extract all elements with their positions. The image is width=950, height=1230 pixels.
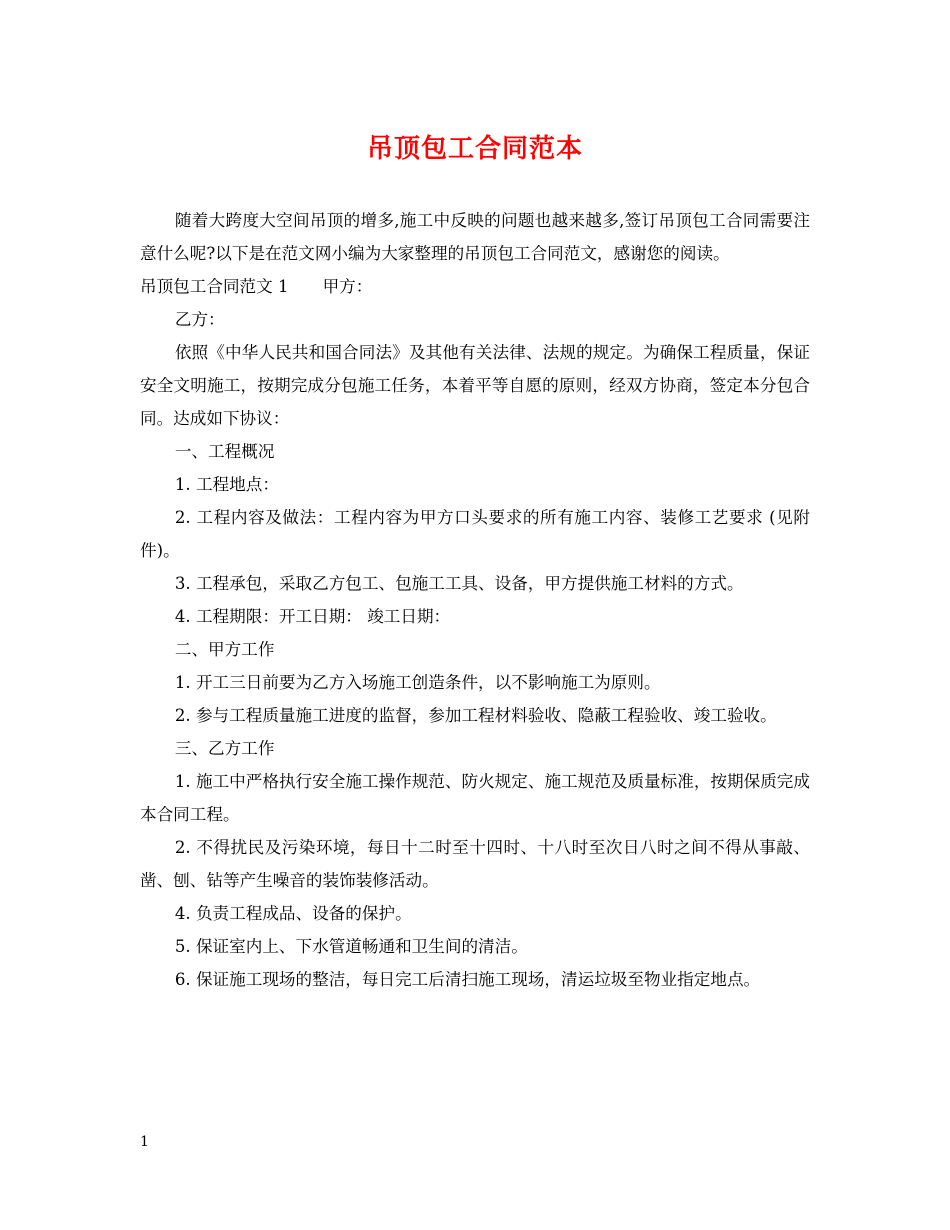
intro-paragraph: 随着大跨度大空间吊顶的增多,施工中反映的问题也越来越多,签订吊顶包工合同需要注意什么呢?以下是在范文网小编为大家整理的吊顶包工合同范文，感谢您的阅读。 xyxy=(140,211,810,263)
paragraph: 2. 工程内容及做法：工程内容为甲方口头要求的所有施工内容、装修工艺要求 (见附件)。 xyxy=(140,508,810,560)
section-heading: 二、甲方工作 xyxy=(174,640,275,659)
paragraph: 1. 工程地点： xyxy=(174,475,279,494)
section-heading: 一、工程概况 xyxy=(174,442,275,461)
section-heading: 三、乙方工作 xyxy=(174,739,275,758)
paragraph: 1. 开工三日前要为乙方入场施工创造条件，以不影响施工为原则。 xyxy=(174,673,661,692)
party-b-label: 乙方： xyxy=(174,310,225,329)
paragraph: 6. 保证施工现场的整洁，每日完工后清扫施工现场，清运垃圾至物业指定地点。 xyxy=(174,970,761,989)
sample-heading-line xyxy=(140,270,810,303)
paragraph: 1. 施工中严格执行安全施工操作规范、防火规定、施工规范及质量标准，按期保质完成本合同工程。 xyxy=(140,772,810,824)
party-a-label: 甲方： xyxy=(322,277,373,296)
sample-label: 吊顶包工合同范文 1 xyxy=(140,277,289,296)
paragraph: 3. 工程承包，采取乙方包工、包施工工具、设备，甲方提供施工材料的方式。 xyxy=(174,574,744,593)
document-body xyxy=(140,204,810,996)
paragraph: 2. 不得扰民及污染环境，每日十二时至十四时、十八时至次日八时之间不得从事敲、凿、刨、钻等产生噪音的装饰装修活动。 xyxy=(140,838,810,890)
document-title: 吊顶包工合同范本 xyxy=(366,134,583,164)
paragraph: 依照《中华人民共和国合同法》及其他有关法律、法规的规定。为确保工程质量，保证安全文明施工，按期完成分包施工任务，本着平等自愿的原则，经双方协商，签定本分包合同。达成如下协议： xyxy=(140,343,810,428)
paragraph: 5. 保证室内上、下水管道畅通和卫生间的清洁。 xyxy=(174,937,528,956)
paragraph: 4. 负责工程成品、设备的保护。 xyxy=(174,904,412,923)
paragraph: 2. 参与工程质量施工进度的监督，参加工程材料验收、隐蔽工程验收、竣工验收。 xyxy=(174,706,777,725)
paragraph: 4. 工程期限：开工日期： 竣工日期： xyxy=(174,607,451,626)
page-number: 1 xyxy=(140,1134,149,1150)
